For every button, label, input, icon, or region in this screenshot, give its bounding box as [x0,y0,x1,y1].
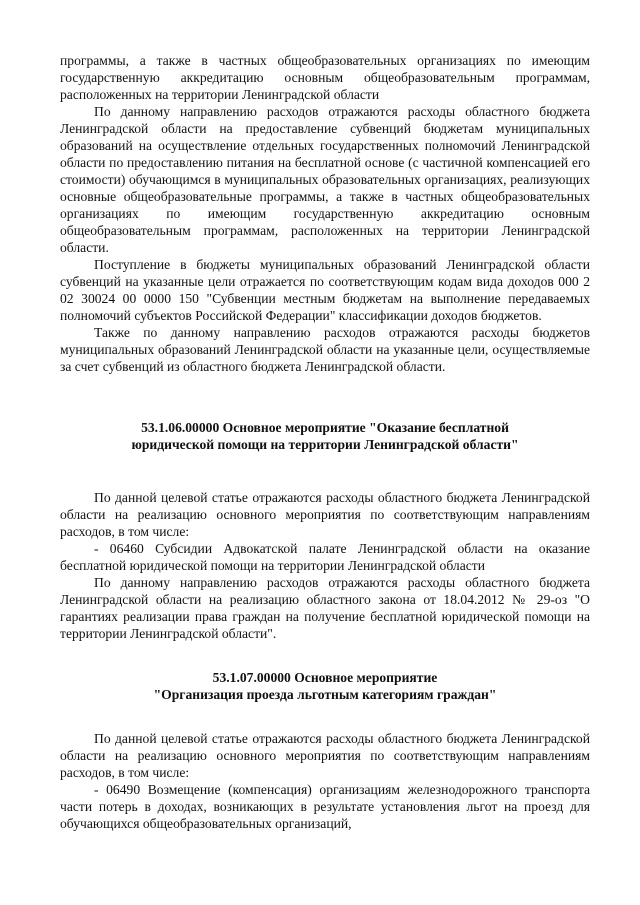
paragraph-travel-item-06490: - 06490 Возмещение (компенсация) организациям железнодорожного транспорта части потерь в доходах, возникающих в результате установления льгот на проезд для обучающихся общеобразовательных организаций, [60,782,590,831]
paragraph-subventions-meals: По данному направлению расходов отражаются расходы областного бюджета Ленинградской области на предоставление субвенций бюджетам муниципальных образований на осуществление отдельных государственных полномочий Ленинградской области по предоставлению питания на бесплатной основе (с частичной компенсацией его стоимости) обучающимся в муниципальных образовательных организациях, реализующих основные общеобразовательные программы, а также в частных общеобразовательных организациях по имеющим государственную аккредитацию основным общеобразовательным программам, расположенных на территории Ленинградской области. [60,104,590,255]
paragraph-municipal-expenses: Также по данному направлению расходов отражаются расходы бюджетов муниципальных образований Ленинградской области на указанные цели, осуществляемые за счет субвенций из областного бюджета Ленинградской области. [60,325,590,374]
section-heading-legal-aid-line1: 53.1.06.00000 Основное мероприятие "Оказание бесплатной [141,420,509,435]
document-page [60,52,590,832]
section-heading-legal-aid-line2: юридической помощи на территории Ленинградской области" [131,437,519,452]
paragraph-intro-continued: программы, а также в частных общеобразовательных организациях по имеющим государственную аккредитацию основным общеобразовательным программам, расположенных на территории Ленинградской области [60,53,590,102]
paragraph-revenue-codes: Поступление в бюджеты муниципальных образований Ленинградской области субвенций на указанные цели отражается по соответствующим кодам вида доходов 000 2 02 30024 00 0000 150 "Субвенции местным бюджетам на выполнение передаваемых полномочий субъектов Российской Федерации" классификации доходов бюджетов. [60,257,590,323]
section-heading-travel-line2: "Организация проезда льготным категориям граждан" [153,687,497,702]
section-heading-travel-line1: 53.1.07.00000 Основное мероприятие [212,670,438,685]
paragraph-legal-aid-law: По данному направлению расходов отражаются расходы областного бюджета Ленинградской области на реализацию областного закона от 18.04.2012 № 29-оз "О гарантиях реализации права граждан на получение бесплатной юридической помощи на территории Ленинградской области". [60,575,590,641]
paragraph-travel-intro: По данной целевой статье отражаются расходы областного бюджета Ленинградской области на реализацию основного мероприятия по соответствующим направлениям расходов, в том числе: [60,731,590,780]
paragraph-legal-aid-intro: По данной целевой статье отражаются расходы областного бюджета Ленинградской области на реализацию основного мероприятия по соответствующим направлениям расходов, в том числе: [60,490,590,539]
paragraph-legal-aid-item-06460: - 06460 Субсидии Адвокатской палате Ленинградской области на оказание бесплатной юридической помощи на территории Ленинградской области [60,541,590,573]
